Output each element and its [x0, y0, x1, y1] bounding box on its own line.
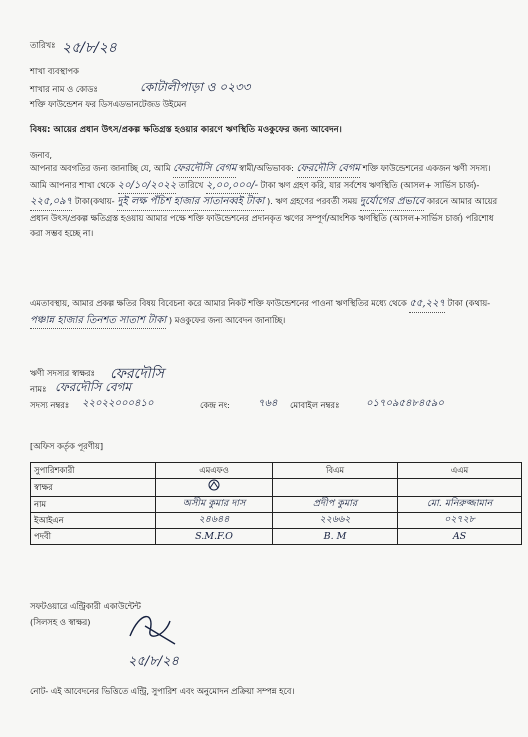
- org-line: শক্তি ফাউন্ডেশন ফর ডিসএডভানটেজড উইমেন: [30, 99, 187, 109]
- member-number-label: সদস্য নম্বরঃ: [30, 400, 70, 410]
- table-header-cell: এএম: [398, 463, 522, 479]
- table-header-cell: এমএফও: [156, 463, 273, 479]
- date-label: তারিখঃ: [30, 40, 56, 50]
- mobile-label: মোবাইল নম্বরঃ: [290, 400, 340, 410]
- mobile-value: ০১৭০৯৫৪৮৪৫৯০: [366, 398, 444, 409]
- ein-bm: ২২৬৬২: [273, 513, 398, 529]
- paragraph-1: আপনার অবগতির জন্য জানাচ্ছি যে, আমি ফেরদৌসি বেগম স্বামী/অভিভাবক: ফেরদৌসি বেগম শক্তি ফাউন্ডেশনের একজন ঋণী সদস্য। আমি আপনার শাখা থেকে ২০/১০/২০২২ তারিখে ২,০০,০০০/- টাকা ঋণ গ্রহণ করি, যার সর্বশেষ ঋণস্থিতি (আসল+ সার্ভিস চার্জ)- ২২৫,০৯৭ টাকা(কথায়- দুই লক্ষ পঁচিশ হাজার সাতানব্বই টাকা ). ঋণ গ্রহণের পরবর্তী সময় দুর্যোগের প্রভাবে কারনে আমার আয়ের প্রধান উৎস/প্রকল্প ক্ষতিগ্রস্ত হওয়ায় আমার পক্ষে শক্তি ফাউন্ডেশনের প্রদানকৃত ঋণের সম্পূর্ণ/আংশিক ঋণস্থিতি (আসল+সার্ভিস চার্জ) পরিশোধ করা সম্ভব হচ্ছে না।: [30, 163, 498, 238]
- signature-mark-icon: [203, 479, 225, 493]
- balance-hw: ২২৫,০৯৭: [30, 194, 72, 211]
- member-sign-label: ঋণী সদস্যর স্বাক্ষরঃ: [30, 368, 95, 378]
- table-row: [31, 513, 522, 529]
- table-row: [31, 463, 522, 479]
- row-label: পদবী: [31, 529, 156, 545]
- loan-date-hw: ২০/১০/২০২২: [118, 178, 177, 195]
- branch-manager: শাখা ব্যবস্থাপক: [30, 66, 79, 76]
- signature-mfo: [156, 479, 273, 497]
- office-table: [30, 462, 522, 545]
- guardian-hw: ফেরদৌসি বেগম: [297, 161, 360, 178]
- table-row: [31, 529, 522, 545]
- accountant-sign-date: ২৫/৮/২৪: [128, 654, 179, 669]
- table-row: [31, 479, 522, 497]
- name-am: মো. মনিরুজ্জামান: [398, 497, 522, 513]
- date-value: ২৫/৮/২৪: [62, 40, 117, 56]
- footer-note: নোট- এই আবেদনের ভিত্তিতে এন্ট্রি, সুপারিশ এবং অনুমোদন প্রক্রিয়া সম্পন্ন হবে।: [30, 686, 295, 696]
- table-header-cell: বিএম: [273, 463, 398, 479]
- balance-words-hw: দুই লক্ষ পঁচিশ হাজার সাতানব্বই টাকা: [117, 194, 264, 211]
- member-sign-hw: ফেরদৌসি: [110, 366, 164, 382]
- row-label: নাম: [31, 497, 156, 513]
- member-number-value: ২২০২২০০০৪১০: [82, 398, 154, 409]
- subject: বিষয়: আয়ের প্রধান উৎস/প্রকল্প ক্ষতিগ্রস্ত হওয়ার কারণে ঋণস্থিতি মওকুফের জন্য আবেদন।: [30, 125, 342, 135]
- loan-amount-hw: ২,০০,০০০/-: [206, 178, 258, 195]
- table-header-cell: সুপারিশকারী: [31, 463, 156, 479]
- row-label: ইআইএন: [31, 513, 156, 529]
- software-entry-label: সফটওয়ারে এন্ট্রিকারী একাউন্টেন্ট: [30, 601, 141, 611]
- member-name-value: ফেরদৌসি বেগম: [55, 380, 132, 394]
- designation-mfo: S.M.F.O: [156, 529, 273, 545]
- branch-label: শাখার নাম ও কোডঃ: [30, 84, 98, 94]
- paragraph-2: এমতাবস্থায়, আমার প্রকল্প ক্ষতির বিষয় বিবেচনা করে আমার নিকট শক্তি ফাউন্ডেশনের পাওনা ঋণস্থিতির মধ্যে থেকে ৫৫,২২৭ টাকা (কথায়- পঞ্চান্ন হাজার তিনশত সাতাশ টাকা ) মওকুফের জন্য আবেদন জানাচ্ছি।: [30, 296, 500, 329]
- ein-mfo: ২৪৬৪৪: [156, 513, 273, 529]
- row-label: স্বাক্ষর: [31, 479, 156, 497]
- waive-amount-hw: ৫৫,২২৭: [409, 296, 445, 313]
- name-bm: প্রদীপ কুমার: [273, 497, 398, 513]
- member-name-label: নামঃ: [30, 384, 47, 394]
- signature-bm: [273, 479, 398, 497]
- seal-label: (সিলসহ ও স্বাক্ষর): [30, 617, 91, 627]
- salutation: জনাব,: [30, 150, 53, 160]
- member-name-hw: ফেরদৌসি বেগম: [173, 161, 236, 178]
- name-mfo: অসীম কুমার দাস: [156, 497, 273, 513]
- designation-am: AS: [398, 529, 522, 545]
- waive-words-hw: পঞ্চান্ন হাজার তিনশত সাতাশ টাকা: [30, 313, 166, 330]
- ein-am: ০২৭২৮: [398, 513, 522, 529]
- branch-value: কোটালীপাড়া ও ০২৩৩: [140, 80, 251, 94]
- table-row: [31, 497, 522, 513]
- center-label: কেন্দ্র নং:: [200, 400, 230, 410]
- period-hw: দুর্যোগের প্রভাবে: [360, 194, 425, 211]
- office-title: [অফিস কর্তৃক পূরণীয়]: [30, 441, 104, 451]
- center-value: ৭৬৪: [258, 398, 278, 409]
- signature-am: [398, 479, 522, 497]
- designation-bm: B. M: [273, 529, 398, 545]
